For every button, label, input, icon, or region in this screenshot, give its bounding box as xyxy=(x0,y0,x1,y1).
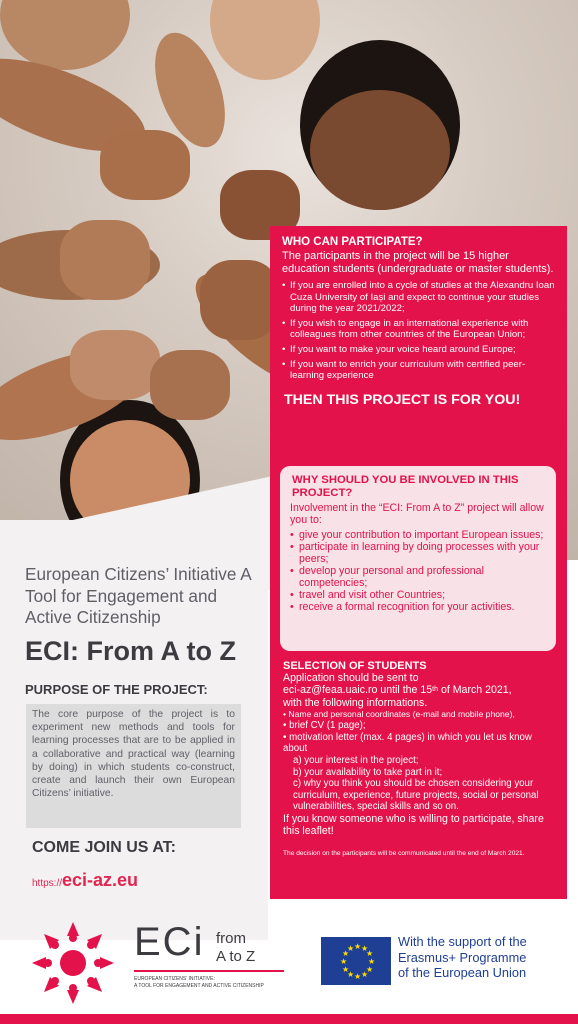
fist-4 xyxy=(200,260,280,340)
website-link[interactable] xyxy=(32,870,138,891)
selection-with-info: with the following informations. xyxy=(283,696,428,709)
email-link[interactable]: eci-az@feaa.uaic.ro until the 15 xyxy=(283,684,433,697)
eu-text-line: With the support of the xyxy=(398,934,527,949)
list-item: b) your availability to take part in it; xyxy=(293,766,443,778)
svg-text:★: ★ xyxy=(347,970,355,979)
svg-text:★: ★ xyxy=(342,949,350,958)
date-superscript: th xyxy=(432,686,438,694)
decision-note: The decision on the participants will be communicated until the end of March 2021. xyxy=(283,849,525,857)
eci-logo xyxy=(134,920,294,996)
svg-text:★: ★ xyxy=(347,944,355,953)
eu-text-line: Erasmus+ Programme xyxy=(398,949,527,965)
svg-text:★: ★ xyxy=(361,970,369,979)
people-circle-logo-icon xyxy=(28,918,118,1013)
person-face-top-center xyxy=(210,0,320,80)
purpose-heading: PURPOSE OF THE PROJECT: xyxy=(25,682,208,697)
list-item: • motivation letter (max. 4 pages) in which you let us know about xyxy=(283,731,532,755)
selection-heading: SELECTION OF STUDENTS xyxy=(283,660,427,672)
who-heading: WHO CAN PARTICIPATE? xyxy=(282,236,423,248)
purpose-box xyxy=(26,704,241,828)
list-item: • Name and personal coordinates (e-mail and mobile phone), xyxy=(283,709,515,720)
eci-logo-from: from xyxy=(216,930,246,947)
list-item: • give your contribution to important European issues; xyxy=(290,529,546,541)
eu-flag-icon xyxy=(321,937,391,985)
list-item: • participate in learning by doing processes with your peers; xyxy=(290,541,546,565)
list-item: • If you wish to engage in an international experience with colleagues from other countries of the European Union; xyxy=(282,318,555,341)
url-main: eci-az.eu xyxy=(62,870,139,890)
person-face-right xyxy=(310,90,450,210)
eu-support-text xyxy=(398,934,527,981)
eci-logo-sub1: EUROPEAN CITIZENS’ INITIATIVE: xyxy=(134,976,215,982)
join-heading: COME JOIN US AT: xyxy=(32,839,177,856)
eci-logo-rule xyxy=(134,970,284,972)
share-text: If you know someone who is willing to participate, share this leaflet! xyxy=(283,812,544,838)
selection-section xyxy=(283,660,559,858)
list-item: c) why you think you should be chosen considering your curriculum, experience, future projects, social or personal vulnerabilities, special skills and so on. xyxy=(293,778,539,813)
fist-1 xyxy=(100,130,190,200)
list-item: • If you are enrolled into a cycle of studies at the Alexandru Ioan Cuza University of Iași and expect to continue your studies during the year 2021/2022; xyxy=(282,280,555,315)
url-prefix: https:// xyxy=(32,878,63,889)
svg-text:★: ★ xyxy=(366,965,374,974)
why-box xyxy=(280,466,556,651)
list-item: a) your interest in the project; xyxy=(293,755,419,766)
eu-text-line: of the European Union xyxy=(398,965,527,980)
eci-logo-main: ECi xyxy=(134,920,205,964)
selection-email-line xyxy=(283,684,559,696)
svg-text:★: ★ xyxy=(366,949,374,958)
svg-text:★: ★ xyxy=(354,942,362,951)
why-heading: WHY SHOULD YOU BE INVOLVED IN THIS PROJECT? xyxy=(292,474,519,499)
why-intro: Involvement in the “ECI: From A to Z” project will allow you to: xyxy=(290,502,544,527)
fist-6 xyxy=(150,350,230,420)
then-banner: THEN THIS PROJECT IS FOR YOU! xyxy=(284,391,521,408)
list-item: • If you want to enrich your curriculum with certified peer-learning experience xyxy=(282,359,555,382)
main-title: European Citizens’ Initiative A Tool for Engagement and Active Citizenship xyxy=(25,564,251,627)
list-item: • brief CV (1 page); xyxy=(283,720,366,732)
list-item: • receive a formal recognition for your activities. xyxy=(290,601,546,613)
svg-text:★: ★ xyxy=(368,957,376,966)
list-item: • If you want to make your voice heard around Europe; xyxy=(282,344,555,356)
who-list xyxy=(282,280,555,382)
fist-5 xyxy=(70,330,160,400)
email-line-b: of March 2021, xyxy=(438,684,512,697)
svg-text:★: ★ xyxy=(342,965,350,974)
who-intro: The participants in the project will be 15 higher education students (undergraduate or master students). xyxy=(282,250,554,275)
list-item: • travel and visit other Countries; xyxy=(290,589,546,601)
bottom-bar xyxy=(0,1014,578,1024)
purpose-text: The core purpose of the project is to experiment new methods and tools for learning processes that are to be applied in a collaborative and practical way (learning by doing) in which students co-construct, create and launch their own European Citizens’ initiative. xyxy=(32,709,235,800)
project-title: ECI: From A to Z xyxy=(25,636,236,666)
svg-text:★: ★ xyxy=(361,944,369,953)
svg-text:★: ★ xyxy=(340,957,348,966)
eci-logo-sub2: A TOOL FOR ENGAGEMENT AND ACTIVE CITIZENSHIP xyxy=(134,983,264,989)
list-item: • develop your personal and professional competencies; xyxy=(290,565,546,589)
svg-text:★: ★ xyxy=(354,972,362,981)
why-list xyxy=(290,529,546,614)
selection-sent-to: Application should be sent to xyxy=(283,672,419,684)
fist-3 xyxy=(60,220,150,300)
eci-logo-atoz: A to Z xyxy=(216,948,256,965)
